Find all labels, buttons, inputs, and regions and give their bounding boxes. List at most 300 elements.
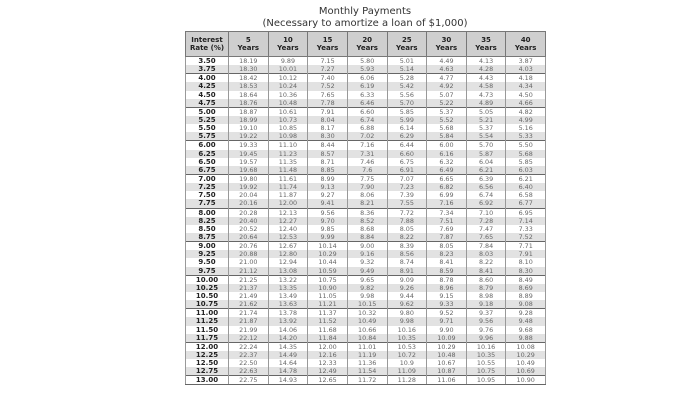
payment-cell: 19.45 [229,150,269,158]
payment-cell: 19.92 [229,183,269,191]
payment-cell: 5.87 [466,150,506,158]
payment-cell: 12.94 [268,258,308,266]
payment-cell: 8.60 [466,275,506,284]
payment-cell: 20.16 [229,199,269,208]
table-row [186,233,546,242]
payment-cell: 6.46 [347,99,387,108]
table-row [186,183,546,191]
header-line: 20 [362,36,373,44]
header-term-35-years [466,32,506,57]
rate-cell: 8.00 [186,208,229,217]
payment-cell: 8.71 [308,158,348,166]
table-row [186,158,546,166]
table-title: Monthly Payments [318,6,412,17]
payment-cell: 11.05 [308,292,348,300]
payment-cell: 10.75 [308,275,348,284]
payment-cell: 8.30 [308,132,348,141]
header-row [186,32,546,57]
payment-cell: 8.44 [308,141,348,150]
payment-cell: 7.52 [506,233,546,242]
payment-cell: 9.41 [308,199,348,208]
payment-cell: 7.33 [506,225,546,233]
payment-cell: 10.48 [268,99,308,108]
payment-cell: 22.24 [229,342,269,351]
payment-cell: 11.09 [387,367,427,376]
payment-cell: 5.54 [466,132,506,141]
rate-cell: 11.25 [186,317,229,325]
payment-cell: 11.48 [268,166,308,175]
payment-cell: 6.99 [427,191,467,199]
payment-cell: 9.76 [466,326,506,334]
payment-cell: 10.84 [347,334,387,343]
payment-cell: 9.09 [387,275,427,284]
payment-cell: 5.22 [427,99,467,108]
payment-cell: 6.74 [466,191,506,199]
payment-cell: 5.99 [387,116,427,124]
payment-cell: 7.02 [347,132,387,141]
rate-cell: 12.25 [186,351,229,359]
payment-cell: 12.27 [268,217,308,225]
payment-cell: 4.13 [466,57,506,66]
payment-cell: 9.68 [506,326,546,334]
payment-cell: 10.36 [268,91,308,99]
payment-cell: 20.64 [229,233,269,242]
payment-cell: 8.96 [427,284,467,292]
payment-cell: 10.15 [347,300,387,309]
payment-cell: 7.90 [347,183,387,191]
payment-cell: 5.21 [466,116,506,124]
payment-cell: 18.64 [229,91,269,99]
payment-cell: 10.49 [347,317,387,325]
payment-cell: 14.20 [268,334,308,343]
payment-cell: 4.99 [506,116,546,124]
table-row [186,166,546,175]
payment-cell: 7.6 [347,166,387,175]
payment-cell: 8.74 [387,258,427,266]
rate-cell: 3.50 [186,57,229,66]
rate-cell: 6.25 [186,150,229,158]
payment-cell: 9.33 [427,300,467,309]
payment-cell: 7.75 [347,174,387,183]
payment-cell: 22.37 [229,351,269,359]
payment-cell: 18.87 [229,107,269,116]
payment-cell: 9.52 [427,309,467,318]
header-line: Years [475,44,497,52]
payment-cell: 22.50 [229,359,269,367]
payment-cell: 5.52 [427,116,467,124]
payment-cell: 21.37 [229,284,269,292]
payment-cell: 19.10 [229,124,269,132]
payment-cell: 4.77 [427,74,467,83]
payment-cell: 7.51 [427,217,467,225]
payment-cell: 10.72 [387,351,427,359]
payment-cell: 6.14 [387,124,427,132]
rate-cell: 9.50 [186,258,229,266]
payment-cell: 9.98 [387,317,427,325]
payment-cell: 12.00 [308,342,348,351]
payment-cell: 21.12 [229,267,269,276]
payment-cell: 8.06 [347,191,387,199]
payment-cell: 5.01 [387,57,427,66]
payment-cell: 4.66 [506,99,546,108]
payment-cell: 9.82 [347,284,387,292]
payment-cell: 8.21 [347,199,387,208]
rate-cell: 6.50 [186,158,229,166]
payment-cell: 9.96 [466,334,506,343]
payment-cell: 7.31 [347,150,387,158]
rate-cell: 5.75 [186,132,229,141]
header-line: 5 [245,36,251,44]
payment-cell: 14.93 [268,376,308,385]
payment-cell: 18.53 [229,82,269,90]
payment-cell: 20.40 [229,217,269,225]
table-row [186,199,546,208]
payment-cell: 12.33 [308,359,348,367]
payment-cell: 10.67 [427,359,467,367]
table-row [186,267,546,276]
header-term-20-years [347,32,387,57]
payment-cell: 14.64 [268,359,308,367]
payment-cell: 10.16 [466,342,506,351]
payment-cell: 12.67 [268,242,308,251]
payment-cell: 21.99 [229,326,269,334]
payment-cell: 10.29 [506,351,546,359]
payment-cell: 14.35 [268,342,308,351]
payment-cell: 7.15 [308,57,348,66]
rate-cell: 4.50 [186,91,229,99]
payment-cell: 6.21 [506,174,546,183]
header-term-30-years [427,32,467,57]
table-row [186,65,546,74]
payment-cell: 9.89 [268,57,308,66]
payment-cell: 9.99 [308,233,348,242]
payment-cell: 11.35 [268,158,308,166]
payment-cell: 8.57 [308,150,348,158]
payment-cell: 13.08 [268,267,308,276]
payment-cell: 11.01 [347,342,387,351]
payment-cell: 8.30 [506,267,546,276]
rate-cell: 8.75 [186,233,229,242]
rate-cell: 11.50 [186,326,229,334]
payment-cell: 10.16 [387,326,427,334]
payment-cell: 18.19 [229,57,269,66]
payment-cell: 5.84 [427,132,467,141]
payment-cell: 7.65 [308,91,348,99]
payment-cell: 21.49 [229,292,269,300]
header-term-15-years [308,32,348,57]
payment-cell: 11.23 [268,150,308,158]
payment-cell: 10.66 [347,326,387,334]
payment-cell: 10.98 [268,132,308,141]
payment-cell: 10.01 [268,65,308,74]
rate-cell: 5.50 [186,124,229,132]
payment-cell: 12.53 [268,233,308,242]
payment-cell: 9.37 [466,309,506,318]
payment-cell: 3.87 [506,57,546,66]
payment-cell: 7.07 [387,174,427,183]
payment-cell: 5.05 [466,107,506,116]
payment-cell: 10.32 [347,309,387,318]
rate-cell: 9.25 [186,250,229,258]
payment-cell: 9.65 [347,275,387,284]
header-line: Years [396,44,418,52]
payment-cell: 7.55 [387,199,427,208]
rate-cell: 12.50 [186,359,229,367]
payment-cell: 19.22 [229,132,269,141]
payment-cell: 22.75 [229,376,269,385]
rate-cell: 12.00 [186,342,229,351]
payment-cell: 11.28 [387,376,427,385]
payment-cell: 7.28 [466,217,506,225]
payment-cell: 4.73 [466,91,506,99]
payment-cell: 12.65 [308,376,348,385]
payment-cell: 7.91 [506,250,546,258]
payment-cell: 7.87 [427,233,467,242]
payment-cell: 18.30 [229,65,269,74]
rate-cell: 7.00 [186,174,229,183]
header-term-10-years [268,32,308,57]
rate-cell: 4.75 [186,99,229,108]
payment-cell: 14.06 [268,326,308,334]
payment-cell: 9.32 [347,258,387,266]
table-row [186,99,546,108]
payment-cell: 8.39 [387,242,427,251]
payment-cell: 10.53 [387,342,427,351]
payment-cell: 21.62 [229,300,269,309]
payment-cell: 7.27 [308,65,348,74]
rate-cell: 6.00 [186,141,229,150]
payment-cell: 21.25 [229,275,269,284]
payment-cell: 8.05 [427,242,467,251]
payment-cell: 13.78 [268,309,308,318]
payment-cell: 8.36 [347,208,387,217]
rate-cell: 13.00 [186,376,229,385]
payment-cell: 4.58 [466,82,506,90]
payment-cell: 10.87 [427,367,467,376]
payment-cell: 5.33 [506,132,546,141]
payment-cell: 10.95 [466,376,506,385]
table-row [186,107,546,116]
header-term-40-years [506,32,546,57]
payment-cell: 7.91 [308,107,348,116]
payment-cell: 11.68 [308,326,348,334]
payment-cell: 7.34 [427,208,467,217]
payment-cell: 7.88 [387,217,427,225]
payment-cell: 10.24 [268,82,308,90]
payment-cell: 8.22 [466,258,506,266]
payment-cell: 9.56 [466,317,506,325]
payment-cell: 5.80 [347,57,387,66]
header-line: Years [435,44,458,52]
payment-cell: 8.52 [347,217,387,225]
payment-cell: 7.40 [308,74,348,83]
payment-cell: 7.14 [506,217,546,225]
table-row [186,242,546,251]
payment-cell: 11.36 [347,359,387,367]
payment-cell: 6.92 [466,199,506,208]
payment-cell: 11.54 [347,367,387,376]
payment-cell: 8.17 [308,124,348,132]
rate-cell: 8.25 [186,217,229,225]
payment-cell: 18.99 [229,116,269,124]
rate-cell: 12.75 [186,367,229,376]
payment-cell: 6.65 [427,174,467,183]
header-line: Rate (%) [189,44,225,52]
header-line: 35 [481,36,491,44]
table-row [186,191,546,199]
payment-cell: 12.40 [268,225,308,233]
payment-cell: 9.26 [387,284,427,292]
payment-cell: 12.00 [268,199,308,208]
payment-cell: 9.48 [506,317,546,325]
payment-cell: 22.63 [229,367,269,376]
payment-cell: 10.44 [308,258,348,266]
payment-cell: 8.98 [466,292,506,300]
rate-cell: 11.00 [186,309,229,318]
header-line: 30 [441,36,452,44]
payment-cell: 20.88 [229,250,269,258]
payment-cell: 8.41 [466,267,506,276]
payment-cell: 5.50 [506,141,546,150]
payment-cell: 7.84 [466,242,506,251]
table-row [186,275,546,284]
header-line: 10 [283,36,293,44]
payment-cell: 4.03 [506,65,546,74]
table-row [186,258,546,266]
payment-cell: 11.72 [347,376,387,385]
header-line: 25 [401,36,412,44]
payment-cell: 11.21 [308,300,348,309]
payment-cell: 9.71 [427,317,467,325]
payment-cell: 4.34 [506,82,546,90]
payment-cell: 9.56 [308,208,348,217]
payment-cell: 6.58 [506,191,546,199]
payment-cell: 7.46 [347,158,387,166]
payment-cell: 5.14 [387,65,427,74]
payment-cell: 4.50 [506,91,546,99]
payment-cell: 9.08 [506,300,546,309]
payment-cell: 6.00 [427,141,467,150]
rate-cell: 9.00 [186,242,229,251]
header-line: Years [514,44,537,52]
header-line: Years [237,44,260,52]
payment-cell: 8.69 [506,284,546,292]
payment-cell: 5.16 [506,124,546,132]
payment-cell: 11.19 [347,351,387,359]
payment-cell: 9.15 [427,292,467,300]
payment-cell: 22.12 [229,334,269,343]
payment-cell: 20.76 [229,242,269,251]
header-line: 15 [322,36,333,44]
payment-cell: 8.89 [506,292,546,300]
payment-cell: 11.37 [308,309,348,318]
payment-cell: 6.44 [387,141,427,150]
payment-cell: 12.13 [268,208,308,217]
table-row [186,326,546,334]
payment-cell: 4.89 [466,99,506,108]
payment-cell: 5.68 [427,124,467,132]
header-line: 40 [520,36,531,44]
payment-cell: 6.74 [347,116,387,124]
payment-cell: 10.69 [506,367,546,376]
payment-cell: 6.75 [387,158,427,166]
payment-cell: 6.91 [387,166,427,175]
payment-cell: 14.78 [268,367,308,376]
table-row [186,225,546,233]
table-row [186,359,546,367]
payment-cell: 10.35 [387,334,427,343]
payment-cell: 8.79 [466,284,506,292]
payment-cell: 5.42 [387,82,427,90]
table-row [186,91,546,99]
payment-cell: 5.93 [347,65,387,74]
rate-cell: 5.25 [186,116,229,124]
header-interest-rate [186,32,229,57]
payment-cell: 9.16 [347,250,387,258]
payment-cell: 10.75 [466,367,506,376]
rate-cell: 4.00 [186,74,229,83]
payment-cell: 6.82 [427,183,467,191]
payment-cell: 11.10 [268,141,308,150]
payment-cell: 19.80 [229,174,269,183]
payment-cell: 6.33 [347,91,387,99]
payment-cell: 7.47 [466,225,506,233]
payment-cell: 10.9 [387,359,427,367]
payment-cell: 9.13 [308,183,348,191]
table-row [186,351,546,359]
table-row [186,141,546,150]
payment-cell: 10.35 [466,351,506,359]
header-term-5-years [229,32,269,57]
payment-cell: 9.70 [308,217,348,225]
payment-cell: 19.68 [229,166,269,175]
payment-cell: 8.22 [387,233,427,242]
payment-cell: 10.49 [506,359,546,367]
payment-cell: 8.56 [387,250,427,258]
payment-cell: 20.04 [229,191,269,199]
payment-cell: 8.03 [466,250,506,258]
payment-cell: 6.06 [347,74,387,83]
payment-cell: 13.49 [268,292,308,300]
payment-cell: 5.70 [466,141,506,150]
payment-cell: 8.85 [308,166,348,175]
payment-cell: 7.78 [308,99,348,108]
payment-cell: 6.49 [427,166,467,175]
payment-cell: 4.82 [506,107,546,116]
payment-cell: 6.40 [506,183,546,191]
payment-cell: 8.10 [506,258,546,266]
payment-cell: 13.63 [268,300,308,309]
payment-cell: 8.59 [427,267,467,276]
payment-cell: 7.69 [427,225,467,233]
payment-cell: 13.92 [268,317,308,325]
rate-cell: 10.25 [186,284,229,292]
payment-cell: 8.68 [347,225,387,233]
payment-cell: 4.28 [466,65,506,74]
payment-cell: 9.62 [387,300,427,309]
payment-cell: 10.55 [466,359,506,367]
payment-cell: 8.41 [427,258,467,266]
header-line: Interest [191,36,223,44]
payment-cell: 9.27 [308,191,348,199]
rate-cell: 7.75 [186,199,229,208]
rate-cell: 8.50 [186,225,229,233]
payment-cell: 9.18 [466,300,506,309]
payment-cell: 5.37 [466,124,506,132]
payment-cell: 9.88 [506,334,546,343]
rate-cell: 7.25 [186,183,229,191]
table-row [186,208,546,217]
